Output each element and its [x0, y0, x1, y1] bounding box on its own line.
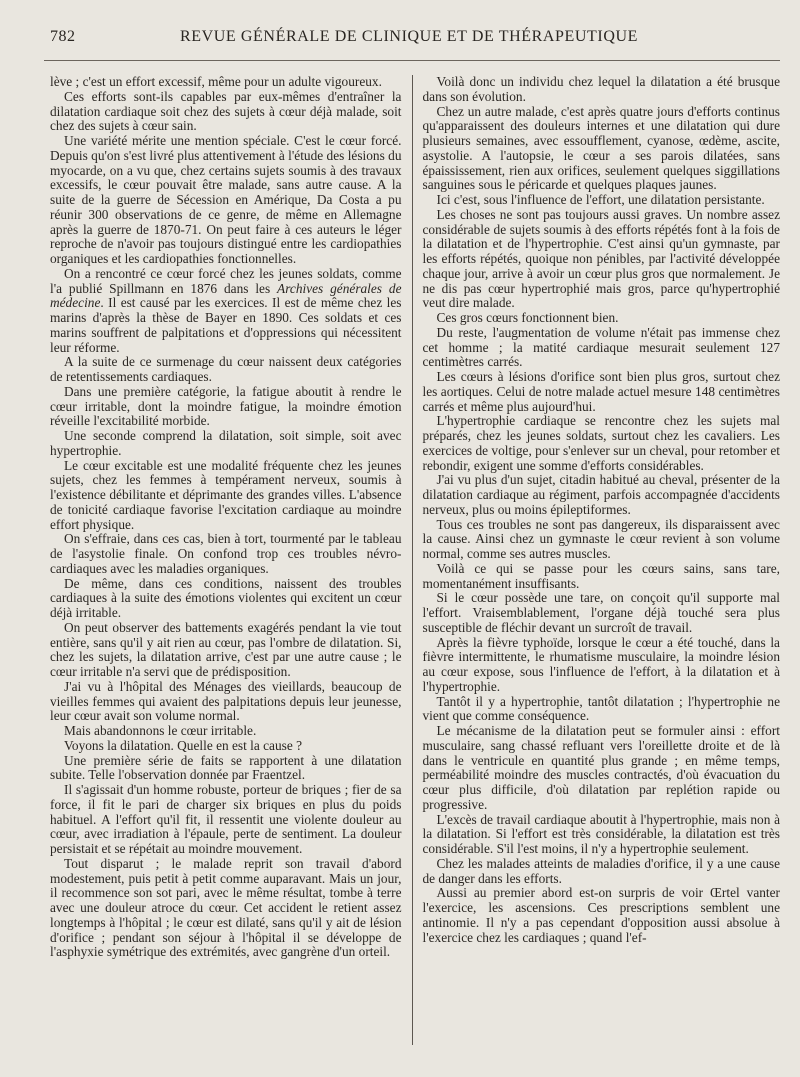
paragraph: [50, 267, 402, 356]
paragraph-text: On a rencontré ce cœur forcé chez les jeunes soldats, comme l'a publié Spillmann en 1876 dans les: [50, 265, 402, 296]
paragraph: Si le cœur possède une tare, on conçoit qu'il supporte mal l'effort. Vraisemblablement, l'organe déjà touché sera plus susceptible de fléchir devant un surcroît de travail.: [422, 590, 780, 635]
paragraph: Tout disparut ; le malade reprit son travail d'abord modestement, puis petit à petit comme auparavant. Mais un jour, il recommence son sot pari, avec le même résultat, tombe à terre avec une douleur atroce du cœur. Cet accident le retient assez longtemps à l'hôpital ; le cœur est dilaté, sans qu'il y ait de lésion d'orifice ; pendant son séjour à l'hôpital il se développe de l'asphyxie symétrique des extrémités, avec gangrène d'un orteil.: [50, 855, 402, 960]
paragraph: Du reste, l'augmentation de volume n'était pas immense chez cet homme ; la matité cardiaque mesurait seulement 127 centimètres carrés.: [422, 324, 780, 370]
paragraph-text: . Il est causé par les exercices. Il est de même chez les marins d'après la thèse de Bayer en 1890. Ces soldats et ces marins souffrent de palpitations et d'oppressions qui nécessitent leur réforme.: [50, 295, 402, 355]
column-divider: [412, 75, 413, 1045]
paragraph: Aussi au premier abord est-on surpris de voir Œrtel vanter l'exercice, les ascensions. Ces prescriptions semblent une antinomie. Il n'y a pas cependant d'opposition aussi absolue à l'exercice chez les cardiaques ; quand l'ef-: [422, 885, 780, 945]
paragraph: De même, dans ces conditions, naissent des troubles cardiaques à la suite des émotions violentes qui excitent un cœur déjà irritable.: [50, 575, 402, 620]
page-number: 782: [50, 28, 76, 45]
paragraph: Une seconde comprend la dilatation, soit simple, soit avec hypertrophie.: [50, 428, 402, 458]
paragraph: On peut observer des battements exagérés pendant la vie tout entière, sans qu'il y ait rien au cœur, pas l'ombre de dilatation. Si, chez les sujets, la dilatation arrive, c'est par une autre cause ; le cœur irritable n'a servi que de prédisposition.: [50, 619, 402, 679]
paragraph: Chez un autre malade, c'est après quatre jours d'efforts continus qu'apparaissent des douleurs internes et une dilatation qui dure plusieurs semaines, avec essoufflement, cyanose, œdème, ascite, asystolie. A l'autopsie, le cœur a ses parois dilatées, sans épaississement, rien aux orifices, seulement quelques siggillations sanguines sous le péricarde et quelques plaques jaunes.: [422, 103, 780, 193]
page-header: [50, 28, 780, 52]
paragraph: J'ai vu à l'hôpital des Ménages des vieillards, beaucoup de vieilles femmes qui avaient des palpitations depuis leur jeunesse, leur cœur avait son volume normal.: [50, 678, 402, 724]
paragraph: Les cœurs à lésions d'orifice sont bien plus gros, surtout chez les aortiques. Celui de notre malade actuel mesure 148 centimètres carrés et même plus aujourd'hui.: [422, 369, 780, 414]
running-title: REVUE GÉNÉRALE DE CLINIQUE ET DE THÉRAPEUTIQUE: [179, 28, 639, 45]
paragraph: Une première série de faits se rapportent à une dilatation subite. Telle l'observation donnée par Fraentzel.: [50, 752, 402, 783]
paragraph: Après la fièvre typhoïde, lorsque le cœur a été touché, dans la fièvre intermittente, le rhumatisme musculaire, la moindre lésion au cœur expose, sous l'influence de l'effort, à la dilatation et à l'hypertrophie.: [422, 634, 780, 694]
right-column: [423, 75, 781, 1045]
paragraph: Le cœur excitable est une modalité fréquente chez les jeunes sujets, chez les femmes à tempérament nerveux, soumis à l'existence débilitante et déprimante des grandes villes. L'absence de tonicité cardiaque favorise l'excitation cardiaque au moindre effort physique.: [50, 457, 402, 532]
header-rule: [44, 60, 780, 61]
paragraph: On s'effraie, dans ces cas, bien à tort, tourmenté par le tableau de l'asystolie finale. On confond trop ces troubles névro-cardiaques avec les maladies organiques.: [50, 531, 402, 576]
paragraph: Voilà ce qui se passe pour les cœurs sains, sans tare, momentanément insuffisants.: [422, 560, 780, 591]
journal-title: Archives générales de médecine: [50, 280, 402, 311]
paragraph: Il s'agissait d'un homme robuste, porteur de briques ; fier de sa force, il fit le pari de charger six briques en plus du poids habituel. A l'effort qu'il fit, il ressentit une violente douleur au cœur, avec irradiation à l'épaule, perte de sentiment. La douleur persistait et se répétait au moindre mouvement.: [50, 782, 402, 856]
paragraph: Tous ces troubles ne sont pas dangereux, ils disparaissent avec la cause. Ainsi chez un gymnaste le cœur revient à son volume normal, comme ses autres muscles.: [422, 516, 780, 561]
paragraph: A la suite de ce surmenage du cœur naissent deux catégories de retentissements cardiaques.: [50, 354, 402, 384]
paragraph: Une variété mérite une mention spéciale. C'est le cœur forcé. Depuis qu'on s'est livré plus attentivement à l'étude des lésions du myocarde, on a vu que, chez certains sujets soumis à des travaux excessifs, le cœur pouvait être malade, sans autre cause. A la suite de la guerre de Sécession en Amérique, Da Costa a pu réunir 300 observations de ce genre, de même en Allemagne après la guerre de 1870-71. On peut faire à ces auteurs le léger reproche de n'avoir pas toujours distingué entre les cardiopathies organiques et les cardiopathies fonctionnelles.: [50, 133, 402, 266]
paragraph: J'ai vu plus d'un sujet, citadin habitué au cheval, présenter de la dilatation cardiaque au régiment, parfois accompagnée d'accidents nerveux, plus ou moins épileptiformes.: [422, 472, 780, 517]
paragraph: Voyons la dilatation. Quelle en est la cause ?: [64, 737, 303, 753]
left-column: [50, 75, 410, 1045]
paragraph: lève ; c'est un effort excessif, même pour un adulte vigoureux.: [50, 74, 382, 89]
paragraph: Ici c'est, sous l'influence de l'effort, une dilatation persistante.: [436, 192, 765, 207]
paragraph: L'hypertrophie cardiaque se rencontre chez les sujets mal préparés, chez les jeunes soldats, surtout chez les cavaliers. Les exercices de voltige, pour s'enlever sur un cheval, pour retomber et rebondir, exigent une somme d'efforts considérables.: [422, 413, 780, 473]
paragraph: L'excès de travail cardiaque aboutit à l'hypertrophie, mais non à la dilatation. Si l'effort est très considérable, la dilatation est très considérable. S'il l'est moins, il n'y a hypertrophie seulement.: [422, 811, 780, 856]
paragraph: Tantôt il y a hypertrophie, tantôt dilatation ; l'hypertrophie ne vient que comme conséquence.: [422, 693, 780, 724]
paragraph: Chez les malades atteints de maladies d'orifice, il y a une cause de danger dans les efforts.: [422, 855, 780, 886]
paragraph: Voilà donc un individu chez lequel la dilatation a été brusque dans son évolution.: [422, 74, 780, 104]
paragraph: Mais abandonnons le cœur irritable.: [64, 723, 257, 738]
paragraph: Ces efforts sont-ils capables par eux-mêmes d'entraîner la dilatation cardiaque soit chez des sujets à cœur déjà malade, soit chez des sujets à cœur sain.: [50, 88, 402, 134]
paragraph: Le mécanisme de la dilatation peut se formuler ainsi : effort musculaire, sang chassé refluant vers l'oreillette droite et de là dans le ventricule en quantité plus grande ; en même temps, perméabilité moindre des muscles contractés, d'où évacuation du cœur plus difficile, d'où dilatation par replétion rapide ou progressive.: [422, 723, 780, 812]
text-columns: [50, 75, 780, 1045]
paragraph: Dans une première catégorie, la fatigue aboutit à rendre le cœur irritable, dont la moindre fatigue, la moindre émotion réveille l'excitabilité morbide.: [50, 383, 402, 429]
paragraph: Ces gros cœurs fonctionnent bien.: [436, 310, 619, 325]
paragraph: Les choses ne sont pas toujours aussi graves. Un nombre assez considérable de sujets soumis à des efforts répétés font à la fois de la dilatation et de l'hypertrophie. C'est ainsi qu'un gymnaste, par les efforts répétés, quoique non pénibles, par l'activité développée chaque jour, arrive à avoir un cœur plus gros que normalement. Je ne dis pas cœur hypertrophié mais gros, parce qu'hypertrophié veut dire malade.: [422, 206, 780, 311]
